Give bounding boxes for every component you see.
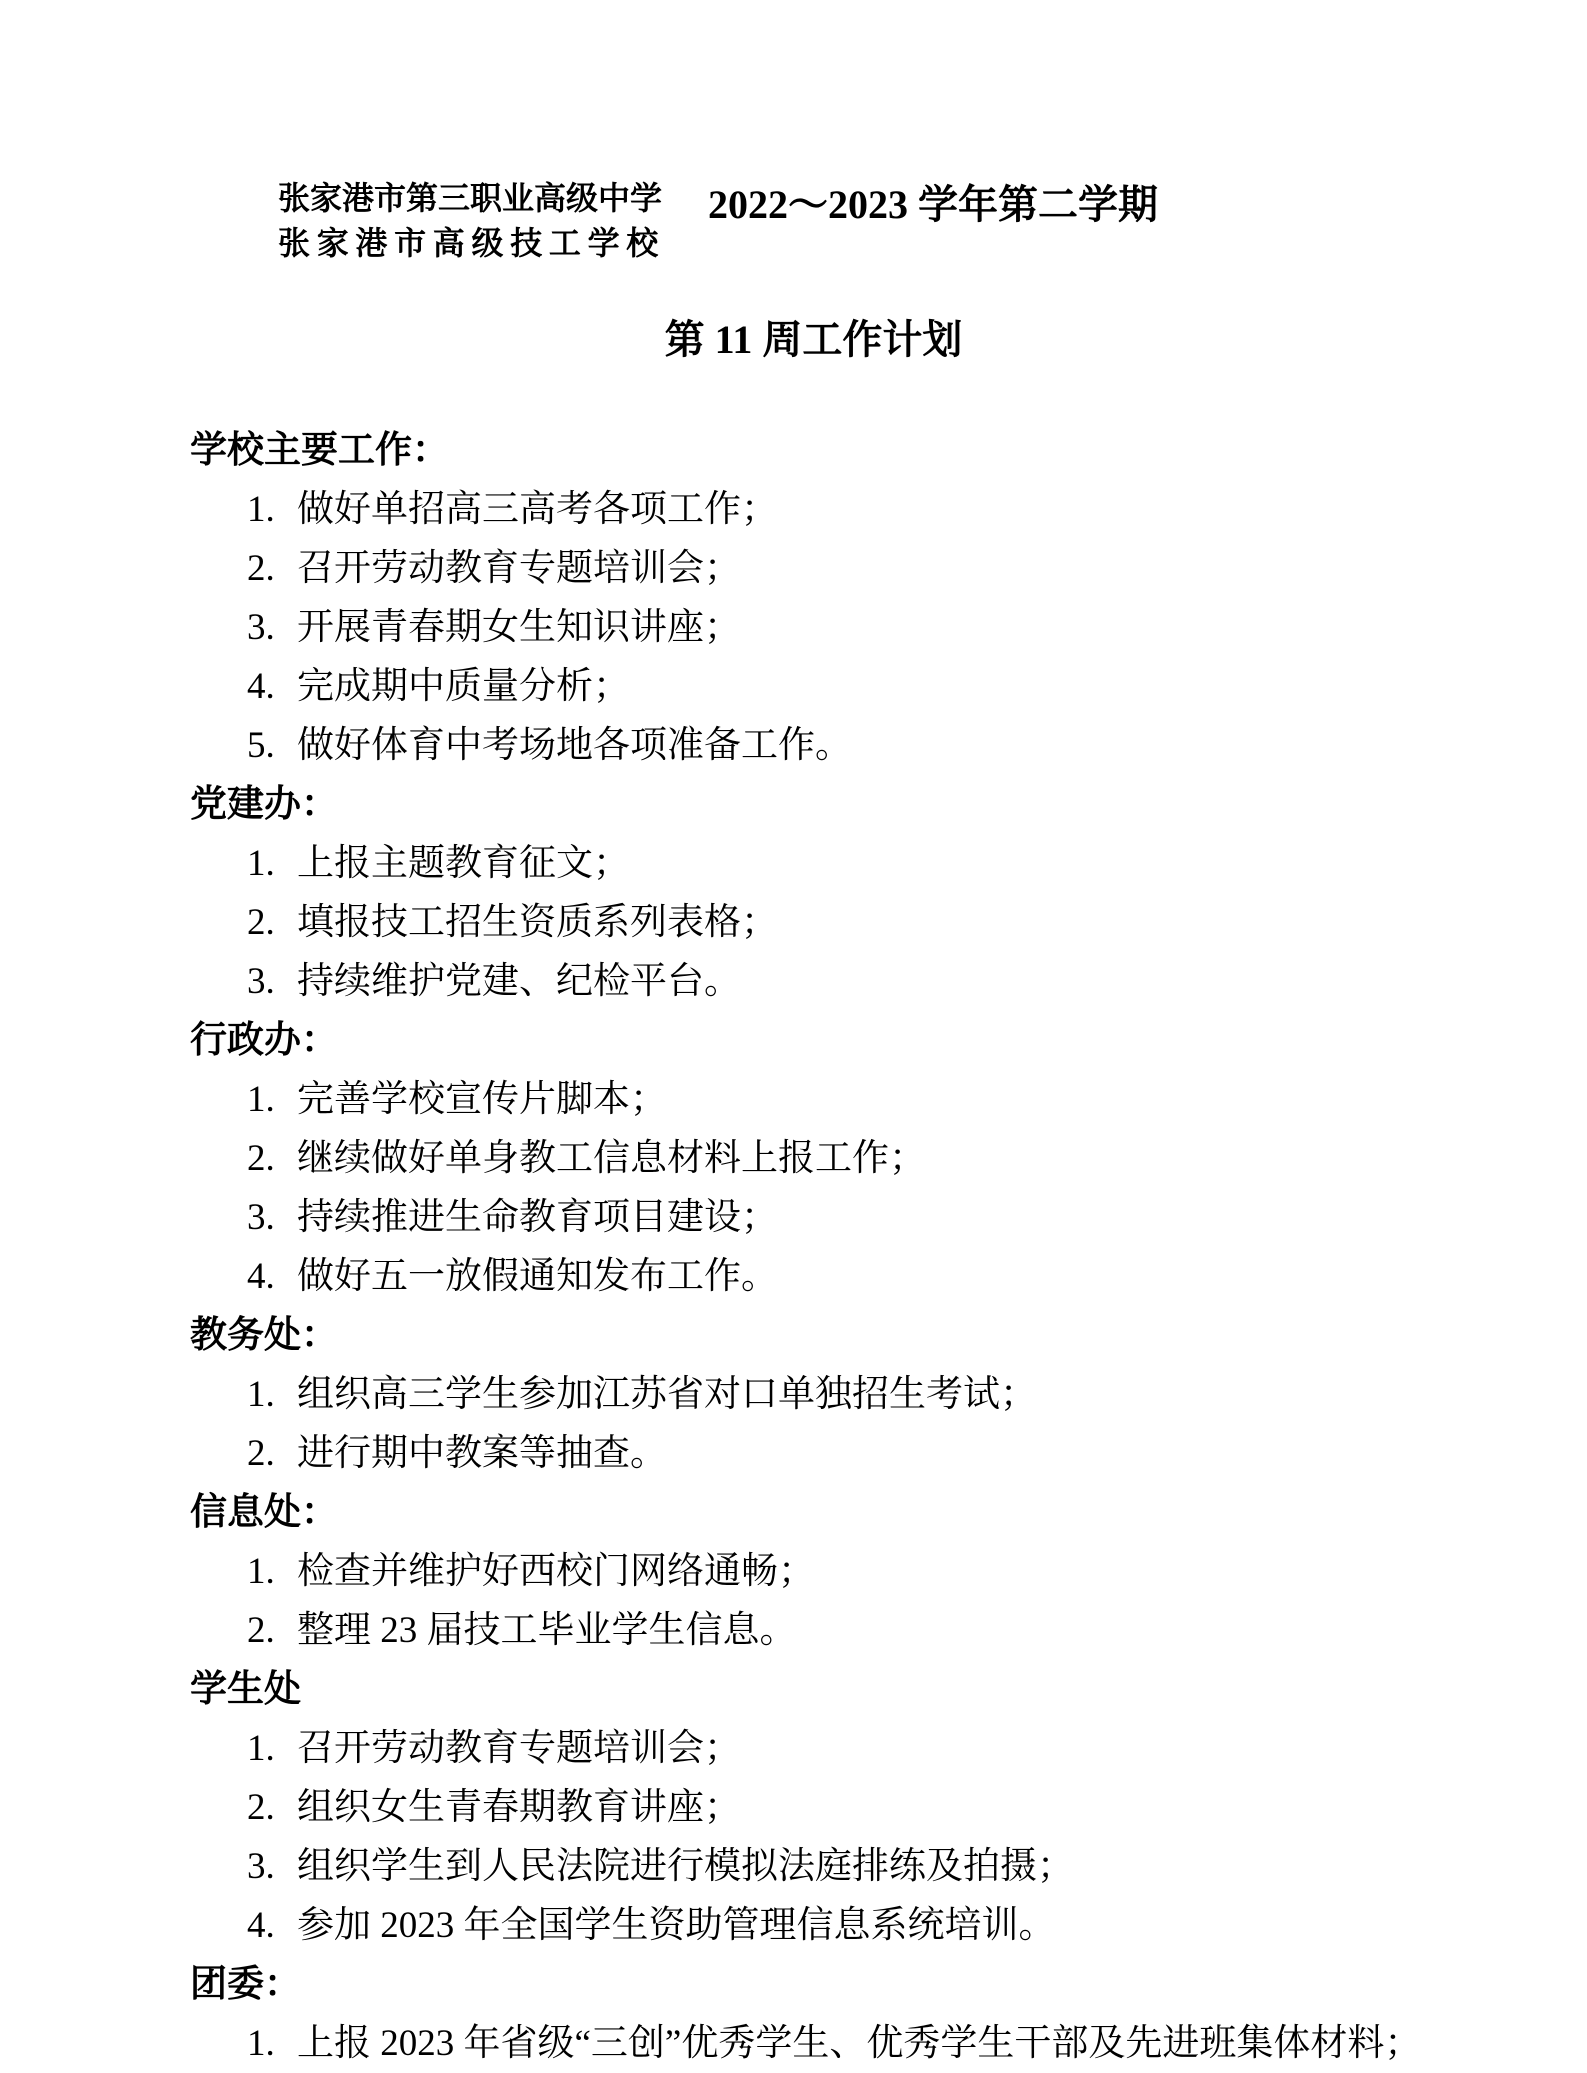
item-number: 4.	[247, 1256, 275, 1297]
item-text: 做好体育中考场地各项准备工作。	[297, 725, 852, 766]
item-number: 1.	[247, 1728, 275, 1769]
school-name-line1: 张家港市第三职业高级中学	[278, 180, 663, 216]
list-item	[247, 1837, 1587, 1896]
item-text: 完善学校宣传片脚本；	[297, 1079, 667, 1120]
section-heading: 党建办：	[190, 784, 338, 825]
item-number: 4.	[247, 1905, 275, 1946]
item-text: 填报技工招生资质系列表格；	[297, 902, 778, 943]
item-text: 上报 2023 年省级“三创”优秀学生、优秀学生干部及先进班集体材料；	[297, 2023, 1422, 2064]
list-item	[247, 1542, 1587, 1601]
list-item	[247, 1424, 1587, 1483]
school-name-block	[278, 176, 665, 266]
list-item	[247, 1896, 1587, 1955]
list-item	[247, 952, 1587, 1011]
list-item	[247, 1719, 1587, 1778]
list-item	[247, 893, 1587, 952]
list-item	[247, 2014, 1587, 2073]
list-item	[247, 1601, 1587, 1660]
section-heading: 学生处	[190, 1669, 301, 1710]
school-name-line2: 张家港市高级技工学校	[278, 225, 666, 261]
list-item	[247, 716, 1587, 775]
item-number: 3.	[247, 961, 275, 1002]
item-text: 上报主题教育征文；	[297, 843, 630, 884]
section-heading: 团委：	[190, 1964, 301, 2005]
item-number: 2.	[247, 902, 275, 943]
list-item	[247, 539, 1587, 598]
semester-label: 2022～2023 学年第二学期	[708, 182, 1158, 227]
item-text: 进行期中教案等抽查。	[297, 1433, 667, 1474]
item-text: 整理 23 届技工毕业学生信息。	[297, 1610, 797, 1651]
item-text: 召开劳动教育专题培训会；	[297, 548, 741, 589]
list-item	[247, 1129, 1587, 1188]
item-text: 完成期中质量分析；	[297, 666, 630, 707]
item-number: 3.	[247, 1197, 275, 1238]
item-number: 1.	[247, 1374, 275, 1415]
list-item	[247, 1188, 1587, 1247]
page-title-row	[0, 317, 1587, 362]
item-text: 继续做好单身教工信息材料上报工作；	[297, 1138, 926, 1179]
item-number: 3.	[247, 1846, 275, 1887]
list-item	[247, 1365, 1587, 1424]
list-item	[247, 1778, 1587, 1837]
item-number: 1.	[247, 2023, 275, 2064]
item-number: 2.	[247, 1138, 275, 1179]
item-number: 1.	[247, 489, 275, 530]
item-number: 1.	[247, 843, 275, 884]
page-title: 第 11 周工作计划	[664, 317, 963, 362]
item-number: 2.	[247, 548, 275, 589]
document-body	[0, 421, 1587, 2073]
item-number: 2.	[247, 1787, 275, 1828]
item-text: 开展青春期女生知识讲座；	[297, 607, 741, 648]
item-text: 召开劳动教育专题培训会；	[297, 1728, 741, 1769]
item-text: 做好单招高三高考各项工作；	[297, 489, 778, 530]
section-heading: 教务处：	[190, 1315, 338, 1356]
list-item	[247, 480, 1587, 539]
item-text: 组织学生到人民法院进行模拟法庭排练及拍摄；	[297, 1846, 1074, 1887]
item-text: 持续维护党建、纪检平台。	[297, 961, 741, 1002]
list-item	[247, 1247, 1587, 1306]
item-text: 做好五一放假通知发布工作。	[297, 1256, 778, 1297]
item-number: 1.	[247, 1079, 275, 1120]
item-text: 持续推进生命教育项目建设；	[297, 1197, 778, 1238]
item-number: 3.	[247, 607, 275, 648]
list-item	[247, 598, 1587, 657]
list-item	[247, 657, 1587, 716]
item-text: 参加 2023 年全国学生资助管理信息系统培训。	[297, 1905, 1056, 1946]
item-number: 4.	[247, 666, 275, 707]
section-heading: 行政办：	[190, 1020, 338, 1061]
item-text: 检查并维护好西校门网络通畅；	[297, 1551, 815, 1592]
item-number: 1.	[247, 1551, 275, 1592]
item-text: 组织高三学生参加江苏省对口单独招生考试；	[297, 1374, 1037, 1415]
item-number: 2.	[247, 1433, 275, 1474]
list-item	[247, 834, 1587, 893]
section-heading: 学校主要工作：	[190, 430, 449, 471]
section-heading: 信息处：	[190, 1492, 338, 1533]
item-number: 2.	[247, 1610, 275, 1651]
item-text: 组织女生青春期教育讲座；	[297, 1787, 741, 1828]
item-number: 5.	[247, 725, 275, 766]
list-item	[247, 1070, 1587, 1129]
